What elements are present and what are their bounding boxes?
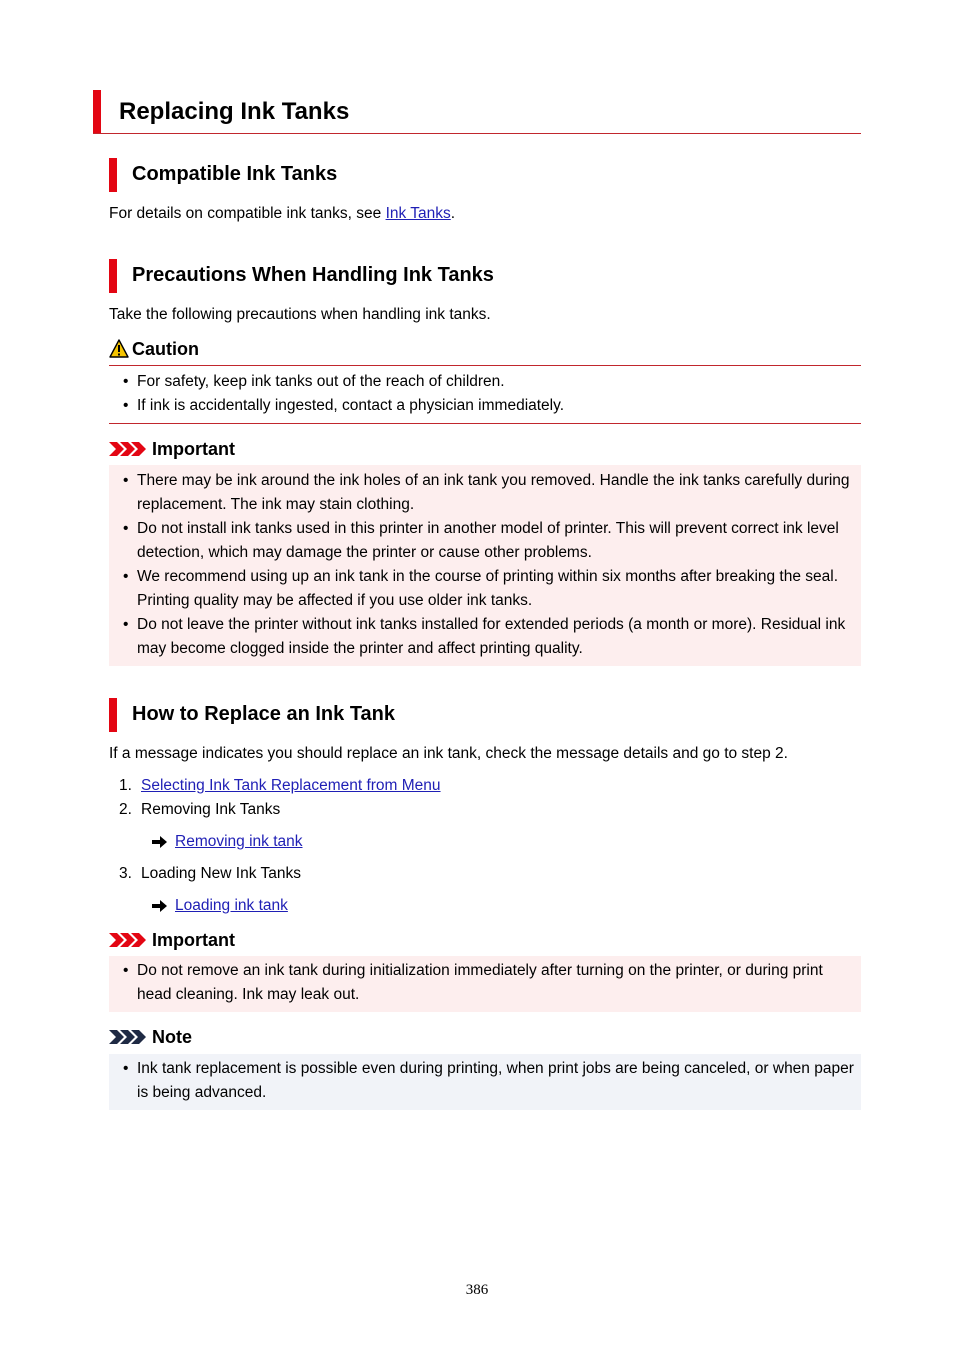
- important-header: [109, 439, 861, 461]
- caution-label: Caution: [132, 339, 199, 359]
- right-arrow-icon: [152, 900, 167, 912]
- important-list: [109, 469, 861, 661]
- step-number: 3.: [119, 865, 132, 882]
- list-item: • If ink is accidentally ingested, contact a physician immediately.: [109, 394, 861, 418]
- heading-accent-bar: [109, 698, 117, 732]
- caution-bottom-divider: [109, 423, 861, 424]
- step-item: [119, 798, 441, 822]
- page-title: Replacing Ink Tanks: [119, 98, 350, 125]
- section-heading-text: How to Replace an Ink Tank: [132, 703, 396, 725]
- list-item: • Do not remove an ink tank during initialization immediately after turning on the printer, or during print head cleaning. Ink may leak out.: [109, 959, 861, 1007]
- list-item: • Do not leave the printer without ink tanks installed for extended periods (a month or more). Residual ink may become clogged inside the printer and affect printing quality.: [109, 613, 861, 661]
- important-header: [109, 930, 861, 952]
- removing-ink-tank-link[interactable]: Removing ink tank: [175, 833, 303, 850]
- note-header: [109, 1027, 861, 1049]
- caution-top-divider: [109, 365, 861, 366]
- loading-ink-tank-link[interactable]: Loading ink tank: [175, 897, 288, 914]
- important-label: Important: [152, 439, 235, 459]
- steps-list-cont: [119, 862, 301, 886]
- list-item: • There may be ink around the ink holes of an ink tank you removed. Handle the ink tanks carefully during replacement. The ink may stain clothing.: [109, 469, 861, 517]
- loading-ink-tank-ref: [152, 897, 288, 915]
- paragraph-text-end: .: [450, 205, 456, 222]
- important-chevrons-icon: [109, 933, 147, 947]
- removing-ink-tank-ref: [152, 833, 303, 851]
- list-item: • Ink tank replacement is possible even during printing, when print jobs are being canceled, or when paper is being advanced.: [109, 1057, 861, 1105]
- ink-tanks-link[interactable]: Ink Tanks: [385, 205, 451, 222]
- warning-triangle-icon: [109, 339, 129, 358]
- heading-accent-bar: [109, 259, 117, 293]
- list-item: • For safety, keep ink tanks out of the reach of children.: [109, 370, 861, 394]
- page-title-block: [93, 90, 861, 134]
- note-list: [109, 1057, 861, 1105]
- page-number: 386: [465, 1282, 489, 1298]
- step-text: Removing Ink Tanks: [141, 801, 281, 818]
- caution-list: [109, 370, 861, 418]
- caution-header: [109, 339, 861, 361]
- important-chevrons-icon: [109, 442, 147, 456]
- title-accent-bar: [93, 90, 101, 133]
- section-heading-text: Precautions When Handling Ink Tanks: [132, 264, 494, 286]
- important-list: [109, 959, 861, 1007]
- section-heading-text: Compatible Ink Tanks: [132, 163, 338, 185]
- step-item: [119, 862, 301, 886]
- precautions-intro: Take the following precautions when handling ink tanks.: [109, 306, 491, 323]
- step-number: 1.: [119, 777, 132, 794]
- heading-accent-bar: [109, 158, 117, 192]
- paragraph-text: For details on compatible ink tanks, see: [109, 205, 386, 222]
- compatible-paragraph: [109, 205, 455, 223]
- howto-intro: If a message indicates you should replace an ink tank, check the message details and go to step 2.: [109, 745, 788, 762]
- steps-list: [119, 774, 441, 822]
- important-label: Important: [152, 930, 235, 950]
- list-item: • We recommend using up an ink tank in the course of printing within six months after breaking the seal. Printing quality may be affected if you use older ink tanks.: [109, 565, 861, 613]
- right-arrow-icon: [152, 836, 167, 848]
- step-text: Loading New Ink Tanks: [141, 865, 301, 882]
- step-item: [119, 774, 441, 798]
- note-label: Note: [152, 1027, 192, 1047]
- step-number: 2.: [119, 801, 132, 818]
- note-chevrons-icon: [109, 1030, 147, 1044]
- selecting-replacement-link[interactable]: Selecting Ink Tank Replacement from Menu: [141, 777, 441, 794]
- list-item: • Do not install ink tanks used in this printer in another model of printer. This will prevent correct ink level detection, which may damage the printer or cause other problems.: [109, 517, 861, 565]
